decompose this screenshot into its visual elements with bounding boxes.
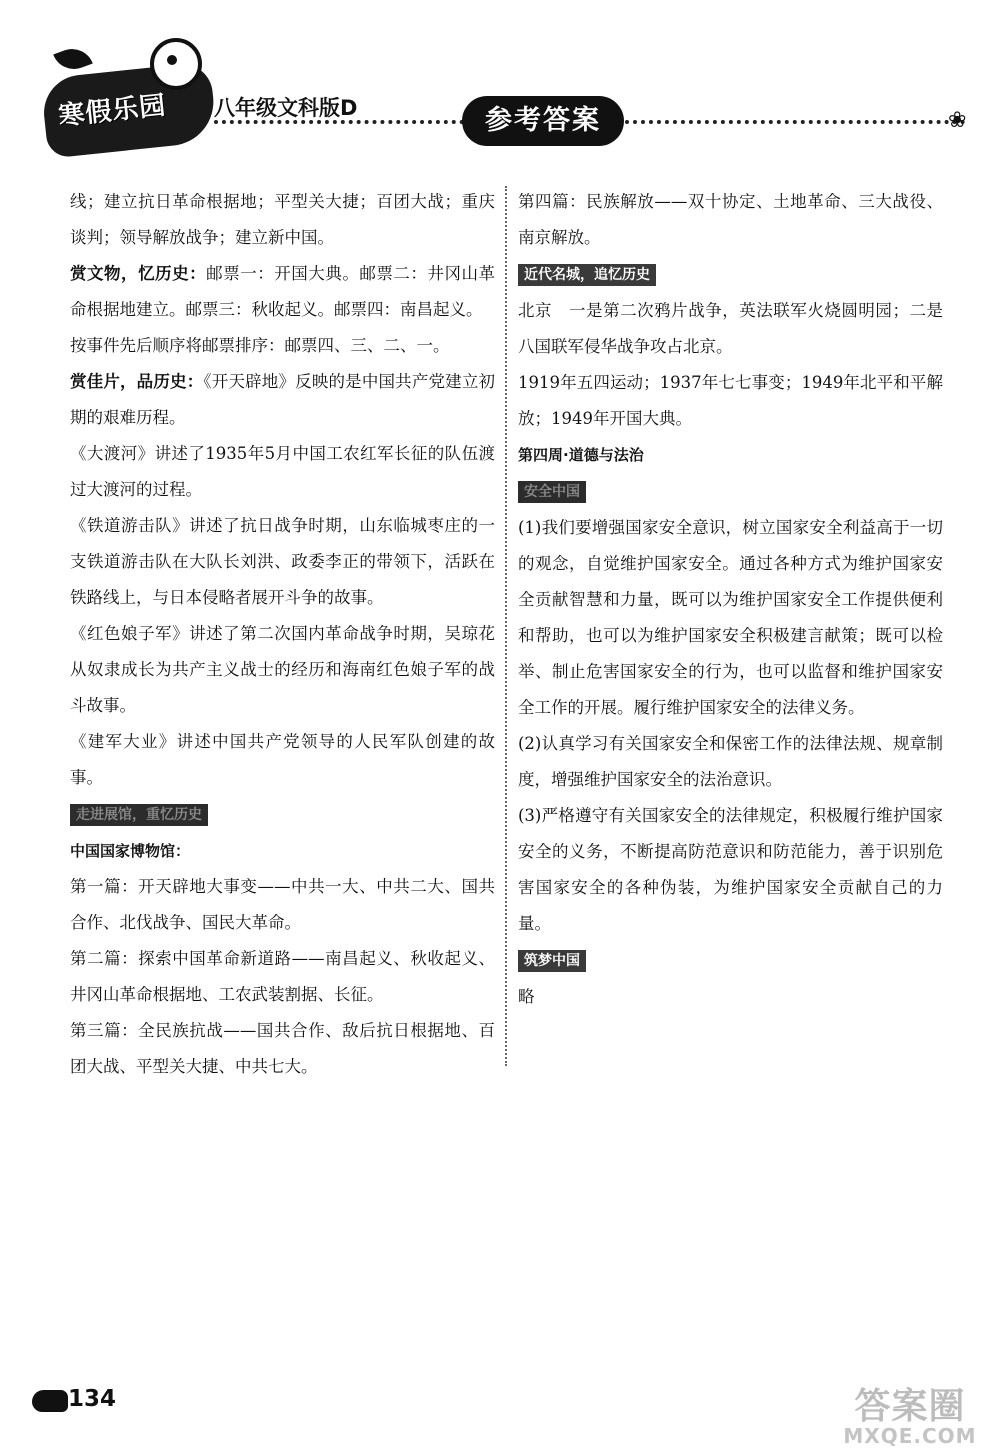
section-heading-bar: 走进展馆，重忆历史 xyxy=(70,804,208,826)
paragraph xyxy=(70,364,495,436)
edition-label: 八年级文科版D xyxy=(214,96,358,120)
week-title: 第四周·道德与法治 xyxy=(518,446,644,464)
paragraph: (1)我们要增强国家安全意识，树立国家安全利益高于一切的观念，自觉维护国家安全。通过各种方式为维护国家安全贡献智慧和力量，既可以为维护国家安全工作提供便利和帮助，也可以为维护国家安全积极建言献策；既可以检举、制止危害国家安全的行为，也可以监督和维护国家安全工作的开展。履行维护国家安全的法律义务。 xyxy=(518,518,943,717)
page-number-ornament-icon xyxy=(32,1390,68,1412)
paragraph: 按事件先后顺序将邮票排序：邮票四、三、二、一。 xyxy=(70,336,450,355)
paragraph-text: 邮票一：开国大典。邮票二：井冈山革命根据地建立。邮票三：秋收起义。邮票四：南昌起义。 xyxy=(70,264,496,319)
paragraph: 第三篇：全民族抗战——国共合作、敌后抗日根据地、百团大战、平型关大捷、中共七大。 xyxy=(70,1021,495,1076)
page-number: 134 xyxy=(68,1386,117,1412)
watermark-url: MXQE.COM xyxy=(843,1424,977,1448)
dotted-divider-left xyxy=(214,120,464,130)
paragraph: 第四篇：民族解放——双十协定、土地革命、三大战役、南京解放。 xyxy=(518,192,943,247)
paragraph xyxy=(70,256,495,328)
section-badge: 参考答案 xyxy=(462,96,624,146)
column-divider xyxy=(505,186,507,1066)
section-heading-bar: 近代名城，追忆历史 xyxy=(518,264,656,286)
section-heading-bar: 筑梦中国 xyxy=(518,950,586,972)
paragraph-lead: 赏文物，忆历史： xyxy=(70,264,207,283)
watermark-text: 答案圈 xyxy=(854,1386,966,1427)
paragraph: 《大渡河》讲述了1935年5月中国工农红军长征的队伍渡过大渡河的过程。 xyxy=(70,444,495,499)
museum-title: 中国国家博物馆： xyxy=(70,842,191,860)
paragraph-lead: 赏佳片，品历史： xyxy=(70,372,204,391)
paragraph: (2)认真学习有关国家安全和保密工作的法律法规、规章制度，增强维护国家安全的法治意识。 xyxy=(518,734,943,789)
right-column xyxy=(518,184,943,1015)
paragraph-text: 《开天辟地》反映的是中国共产党建立初期的艰难历程。 xyxy=(70,372,496,427)
left-column xyxy=(70,184,495,1085)
watermark xyxy=(830,1386,990,1450)
paragraph: 北京 一是第二次鸦片战争，英法联军火烧圆明园；二是八国联军侵华战争攻占北京。 xyxy=(518,301,943,356)
paragraph: (3)严格遵守有关国家安全的法律规定，积极履行维护国家安全的义务，不断提高防范意识和防范能力，善于识别危害国家安全的各种伪装，为维护国家安全贡献自己的力量。 xyxy=(518,806,943,933)
paragraph: 第一篇：开天辟地大事变——中共一大、中共二大、国共合作、北伐战争、国民大革命。 xyxy=(70,877,495,932)
paragraph: 略 xyxy=(518,987,535,1006)
leaf-icon xyxy=(53,43,92,75)
dotted-divider-right xyxy=(625,120,965,130)
paragraph: 1919年五四运动；1937年七七事变；1949年北平和平解放；1949年开国大典。 xyxy=(518,373,943,428)
swirl-ornament-icon: ❀ xyxy=(948,108,967,133)
page-header xyxy=(0,0,1000,175)
section-heading-bar: 安全中国 xyxy=(518,481,586,503)
paragraph: 第二篇：探索中国革命新道路——南昌起义、秋收起义、井冈山革命根据地、工农武装割据、长征。 xyxy=(70,949,495,1004)
paragraph: 线；建立抗日革命根据地；平型关大捷；百团大战；重庆谈判；领导解放战争；建立新中国。 xyxy=(70,192,495,247)
paragraph: 《铁道游击队》讲述了抗日战争时期，山东临城枣庄的一支铁道游击队在大队长刘洪、政委李正的带领下，活跃在铁路线上，与日本侵略者展开斗争的故事。 xyxy=(70,516,495,607)
paragraph: 《建军大业》讲述中国共产党领导的人民军队创建的故事。 xyxy=(70,732,495,787)
logo-text: 寒假乐园 xyxy=(57,90,168,132)
paragraph: 《红色娘子军》讲述了第二次国内革命战争时期，吴琼花从奴隶成长为共产主义战士的经历和海南红色娘子军的战斗故事。 xyxy=(70,624,495,715)
